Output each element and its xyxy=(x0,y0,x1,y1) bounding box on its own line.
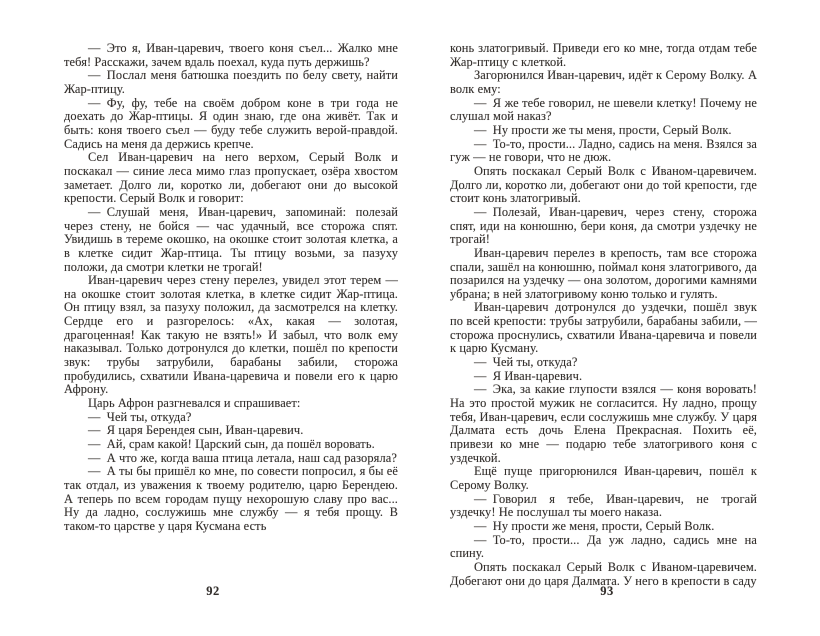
book-page-left xyxy=(64,41,398,598)
dialogue-paragraph: — Ну прости же ты меня, прости, Серый Волк. xyxy=(474,122,732,137)
dialogue-paragraph: — То-то, прости... Ладно, садись на меня. Взялся за гуж — не говори, что не дюж. xyxy=(450,136,757,165)
dialogue-paragraph: — Чей ты, откуда? xyxy=(88,409,192,424)
narrative-paragraph: Опять поскакал Серый Волк с Иваном-царевичем. Долго ли, коротко ли, добегают они до той крепости, где стоит конь златогривый. xyxy=(450,163,757,206)
narrative-paragraph: Опять поскакал Серый Волк с Иваном-царевичем. Добегают они до царя Далмата. У него в крепости в саду xyxy=(450,559,757,588)
book-page-right xyxy=(450,41,757,598)
dialogue-paragraph: — Послал меня батюшка поездить по белу свету, найти Жар-птицу. xyxy=(64,68,398,96)
dialogue-paragraph: — Я же тебе говорил, не шевели клетку! Почему не слушал мой наказ? xyxy=(450,95,757,124)
page-number: 92 xyxy=(206,584,220,598)
dialogue-paragraph: — Фу, фу, тебе на своём добром коне в три года не доехать до Жар-птицы. Я один знаю, где она живёт. Так и быть: коня твоего съел — буду тебе служить верой-правдой. Садись на меня да держись крепче. xyxy=(64,95,398,151)
page-93-text-column xyxy=(450,42,757,588)
narrative-paragraph: Ещё пуще пригорюнился Иван-царевич, пошёл к Серому Волку. xyxy=(450,464,757,492)
dialogue-paragraph: — То-то, прости... Да уж ладно, садись мне на спину. xyxy=(450,532,757,561)
narrative-paragraph: Загорюнился Иван-царевич, идёт к Серому Волку. А волк ему: xyxy=(450,68,757,96)
dialogue-paragraph: — Эка, за какие глупости взялся — коня воровать! На это простой мужик не согласится. Ну ладно, прощу тебя, Иван-царевич, если сослужишь мне службу. У царя Далмата есть дочь Елена Прекрасная. Похить её, привези ко мне — подарю тебе златогривого коня с уздечкой. xyxy=(450,382,757,465)
dialogue-paragraph: — Ай, срам какой! Царский сын, да пошёл воровать. xyxy=(88,437,375,452)
dialogue-paragraph: — Чей ты, откуда? xyxy=(474,355,578,370)
dialogue-paragraph: — Полезай, Иван-царевич, через стену, сторожа спят, иди на конюшню, бери коня, да смотри уздечку не трогай! xyxy=(450,204,757,247)
narrative-paragraph: Иван-царевич перелез в крепость, там все сторожа спали, зашёл на конюшню, поймал коня златогривого, да позарился на уздечку — она золотом, дорогими камнями убрана; в ней златогривому коню только и гулять. xyxy=(450,245,757,301)
dialogue-paragraph: — А что же, когда ваша птица летала, наш сад разоряла? xyxy=(88,450,397,465)
narrative-paragraph: Иван-царевич дотронулся до уздечки, пошёл звук по всей крепости: трубы затрубили, барабаны забили, — сторожа проснулись, схватили Ивана-царевича и повели к царю Кусману. xyxy=(450,300,757,356)
dialogue-paragraph: — Говорил я тебе, Иван-царевич, не трогай уздечку! Не послушал ты моего наказа. xyxy=(450,491,757,520)
dialogue-paragraph: — Это я, Иван-царевич, твоего коня съел... Жалко мне тебя! Расскажи, зачем вдаль поехал, куда путь держишь? xyxy=(64,41,398,69)
dialogue-paragraph: — Я Иван-царевич. xyxy=(474,368,583,383)
dialogue-paragraph: — Я царя Берендея сын, Иван-царевич. xyxy=(88,423,304,438)
dialogue-paragraph: — А ты бы пришёл ко мне, по совести попросил, я бы её так отдал, из уважения к твоему родителю, царю Берендею. А теперь по всем городам пущу нехорошую славу про вас... Ну да ладно, сослужишь мне службу — я тебя прощу. В таком-то царстве у царя Кусмана есть xyxy=(64,464,398,533)
narrative-paragraph: Сел Иван-царевич на него верхом, Серый Волк и поскакал — синие леса мимо глаз пропускает, озёра хвостом заметает. Долго ли, коротко ли, добегают они до высокой крепости. Серый Волк и говорит: xyxy=(64,150,398,206)
narrative-paragraph: Царь Афрон разгневался и спрашивает: xyxy=(88,396,301,411)
narrative-paragraph: конь златогривый. Приведи его ко мне, тогда отдам тебе Жар-птицу с клеткой. xyxy=(450,41,757,69)
page-number: 93 xyxy=(600,584,614,598)
dialogue-paragraph: — Слушай меня, Иван-царевич, запоминай: полезай через стену, не бойся — час удачный, все сторожа спят. Увидишь в тереме окошко, на окошке стоит золотая клетка, а в клетке сидит Жар-птица. Ты птицу возьми, за пазуху положи, да смотри клетки не трогай! xyxy=(64,204,398,274)
narrative-paragraph: Иван-царевич через стену перелез, увидел этот терем — на окошке стоит золотая клетка, в клетке сидит Жар-птица. Он птицу взял, за пазуху положил, да засмотрелся на клетку. Сердце его и разгорелось: «Ах, какая — золотая, драгоценная! Как такую не взять!» И забыл, что волк ему наказывал. Только дотронулся до клетки, пошёл по крепости звук: трубы затрубили, барабаны забили, сторожа пробудились, схватили Ивана-царевича и повели его к царю Афрону. xyxy=(64,273,398,397)
dialogue-paragraph: — Ну прости же меня, прости, Серый Волк. xyxy=(474,518,715,533)
page-92-text-column xyxy=(64,42,398,534)
